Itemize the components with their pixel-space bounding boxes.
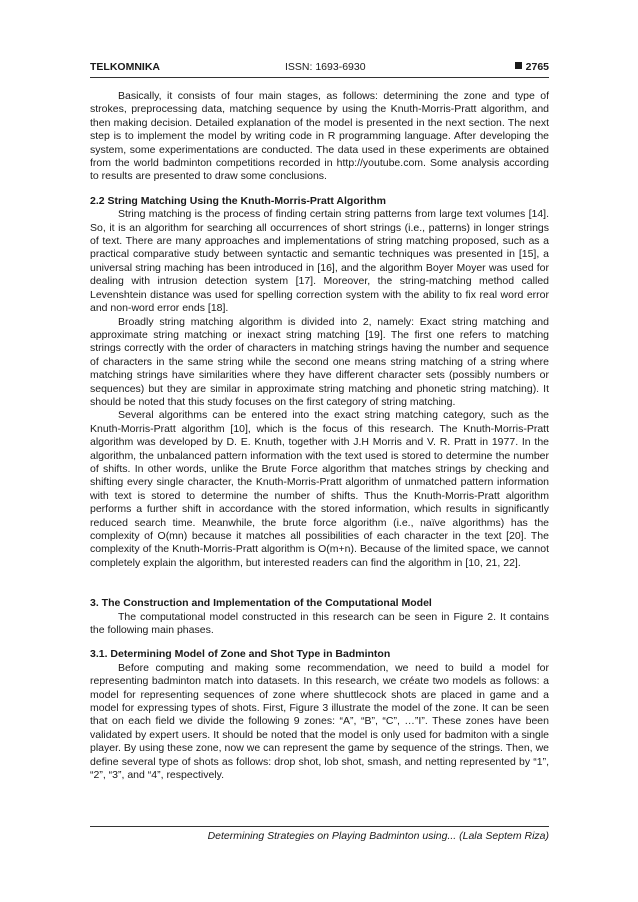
page-number-value: 2765 bbox=[525, 61, 549, 73]
page-body bbox=[90, 90, 549, 783]
paragraph-kmp: Several algorithms can be entered into the exact string matching category, such as the Knuth-Morris-Pratt algorithm [10], which is the focus of this research. The Knuth-Morris-Pratt algorithm was developed by D. E. Knuth, together with J.H Morris and V. R. Pratt in 1977. In the algorithm, the unbalanced pattern information with the text used is stored to determine the number of shifts. In other words, unlike the Brute Force algorithm that matches strings by checking and shifting every single character, the Knuth-Morris-Pratt algorithm of unmatched pattern information with text is stored to determine the number of shifts. Thus the Knuth-Morris-Pratt algorithm performs a further shift in accordance with the stored information, which results in significantly reduced search time. Meanwhile, the brute force algorithm (i.e., naïve algorithms) has the complexity of O(mn) because it matches all possibilities of each character in the text [20]. The complexity of the Knuth-Morris-Pratt algorithm is O(m+n). Because of the limited space, we cannot completely explain the algorithm, but interested readers can find the algorithm in [10, 21, 22]. bbox=[90, 409, 549, 569]
paragraph-model-intro: The computational model constructed in this research can be seen in Figure 2. It contains the following main phases. bbox=[90, 610, 549, 637]
paragraph-zone-model: Before computing and making some recommendation, we need to build a model for representing badminton match into datasets. In this research, we créate two models as follows: a model for representing sequences of zone where shuttlecock shots are placed in game and a model for expressing types of shots. First, Figure 3 illustrate the model of the zone. It can be seen that on each field we divide the following 9 zones: “A”, “B”, “C”, …”I”. These zones have been validated by expert users. It should be noted that the model is only used for badmiton with a single player. By using these zone, now we can represent the game by sequence of the strings. Then, we define several type of shots as follows: drop shot, lob shot, smash, and netting represented by “1”, “2”, “3”, and “4”, respectively. bbox=[90, 661, 549, 782]
header-divider bbox=[90, 77, 549, 78]
paragraph-matching-types: Broadly string matching algorithm is divided into 2, namely: Exact string matching and approximate string matching or inexact string matching [19]. The first one refers to matching strings correctly with the order of characters in matching strings having the number and sequence of characters in the same string while the second one means string matching of a string where matching strings have similarities where they have different character sets (possibly numbers or sequences) but they are similar in approximate string matching and phonetic string matching). It should be noted that this study focuses on the first category of string matching. bbox=[90, 315, 549, 408]
section-heading-3-1: 3.1. Determining Model of Zone and Shot Type in Badminton bbox=[90, 648, 391, 661]
footer-divider bbox=[90, 826, 549, 827]
page-header bbox=[90, 61, 549, 75]
issn-label: ISSN: 1693-6930 bbox=[285, 61, 366, 73]
journal-name: TELKOMNIKA bbox=[90, 61, 160, 73]
paragraph-intro: Basically, it consists of four main stages, as follows: determining the zone and type of strokes, preprocessing data, matching sequence by using the Knuth-Morris-Pratt algorithm, and then making decision. Detailed explanation of the model is presented in the next section. The next step is to implement the model by writing code in R programming language. After developing the system, some experimentations are conducted. The data used in these experiments are obtained from the world badminton competitions recorded in http://youtube.com. Some analysis according to results are presented to draw some conclusions. bbox=[90, 90, 549, 183]
running-footer: Determining Strategies on Playing Badminton using... (Lala Septem Riza) bbox=[207, 830, 549, 842]
paragraph-string-matching: String matching is the process of finding certain string patterns from large text volumes [14]. So, it is an algorithm for searching all occurrences of short strings (i.e., patterns) in longer strings of text. There are many approaches and implementations of string matching proposed, such as a practical comparative study between syntactic and semantic techniques was presented in [15], a universal string maching has been introduced in [16], and the algorithm Boyer Moyer was used for dealing with intrusion detection system [17]. Moreover, the string-matching method called Levenshtein distance was used for spelling correction system with the ability to fix real word error and non-word error ends [18]. bbox=[90, 208, 549, 315]
section-heading-2-2: 2.2 String Matching Using the Knuth-Morris-Pratt Algorithm bbox=[90, 194, 386, 207]
square-bullet-icon bbox=[515, 62, 522, 69]
page-number bbox=[515, 61, 549, 73]
section-heading-3: 3. The Construction and Implementation of the Computational Model bbox=[90, 597, 432, 610]
